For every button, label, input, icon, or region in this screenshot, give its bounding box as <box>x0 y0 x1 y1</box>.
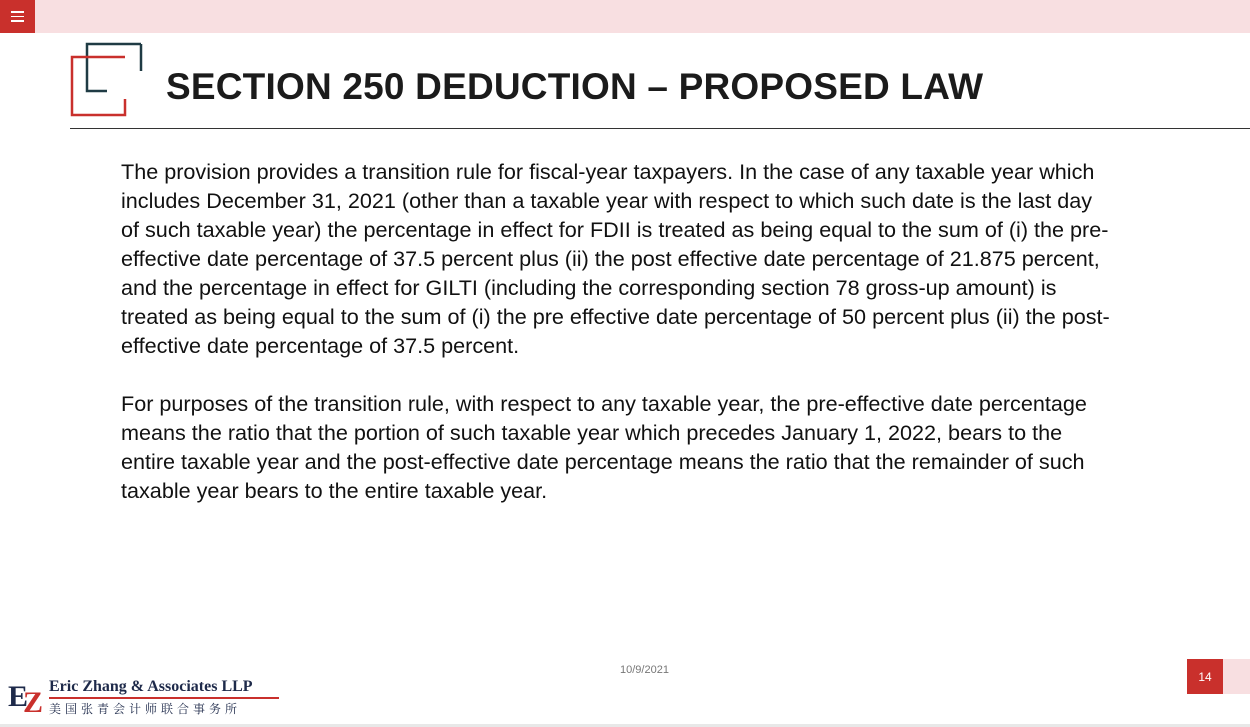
firm-name-rule <box>49 697 279 699</box>
title-divider <box>70 128 1250 129</box>
firm-logo <box>8 678 298 718</box>
hamburger-menu-icon <box>11 11 24 22</box>
page-number: 14 <box>1187 659 1223 694</box>
firm-name: Eric Zhang & Associates LLP <box>49 678 253 695</box>
slide-date: 10/9/2021 <box>620 664 669 676</box>
menu-button[interactable] <box>0 0 35 33</box>
body-paragraph-1: The provision provides a transition rule for fiscal-year taxpayers. In the case of any taxable year which includes December 31, 2021 (other than a taxable year with respect to which such date is the last day of such taxable year) the percentage in effect for FDII is treated as being equal to the sum of (i) the pre-effective date percentage of 37.5 percent plus (ii) the post effective date percentage of 21.875 percent, and the percentage in effect for GILTI (including the corresponding section 78 gross-up amount) is treated as being equal to the sum of (i) the pre effective date percentage of 50 percent plus (ii) the post-effective date percentage of 37.5 percent. <box>121 159 1110 358</box>
body-paragraph-2: For purposes of the transition rule, with respect to any taxable year, the pre-effective date percentage means the ratio that the portion of such taxable year which precedes January 1, 2022, bears to the entire taxable year and the post-effective date percentage means the ratio that the remainder of such taxable year bears to the entire taxable year. <box>121 391 1087 503</box>
firm-name-chinese: 美国张青会计师联合事务所 <box>49 702 242 716</box>
bracket-decoration-icon <box>70 42 144 118</box>
page-number-tab <box>1223 659 1250 694</box>
svg-text:Z: Z <box>23 686 44 714</box>
svg-text:E: E <box>8 680 29 713</box>
top-bar <box>0 0 1250 33</box>
slide-body <box>121 157 1111 505</box>
slide-title: SECTION 250 DEDUCTION – PROPOSED LAW <box>166 66 984 107</box>
ez-logo-icon <box>8 678 48 714</box>
